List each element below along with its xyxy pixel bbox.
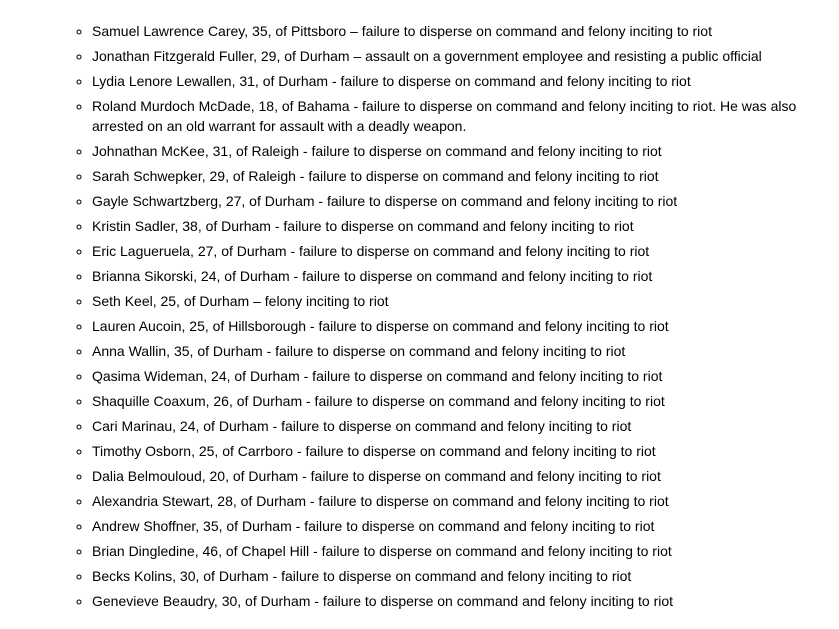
list-item: ◦ Shaquille Coaxum, 26, of Durham - failure to disperse on command and felony inciting to riot bbox=[92, 391, 820, 411]
list-item: ◦ Lauren Aucoin, 25, of Hillsborough - failure to disperse on command and felony inciting to riot bbox=[92, 316, 820, 336]
list-item: ◦ Alexandria Stewart, 28, of Durham - failure to disperse on command and felony inciting to riot bbox=[92, 491, 820, 511]
list-item: ◦ Seth Keel, 25, of Durham – felony inciting to riot bbox=[92, 291, 820, 311]
list-item: ◦ Jonathan Fitzgerald Fuller, 29, of Durham – assault on a government employee and resisting a public official bbox=[92, 46, 820, 66]
list-item: ◦ Johnathan McKee, 31, of Raleigh - failure to disperse on command and felony inciting to riot bbox=[92, 141, 820, 161]
list-item: ◦ Anna Wallin, 35, of Durham - failure to disperse on command and felony inciting to riot bbox=[92, 341, 820, 361]
list-item: ◦ Brianna Sikorski, 24, of Durham - failure to disperse on command and felony inciting to riot bbox=[92, 266, 820, 286]
list-item: ◦ Sarah Schwepker, 29, of Raleigh - failure to disperse on command and felony inciting to riot bbox=[92, 166, 820, 186]
list-item: ◦ Qasima Wideman, 24, of Durham - failure to disperse on command and felony inciting to riot bbox=[92, 366, 820, 386]
list-item: ◦ Roland Murdoch McDade, 18, of Bahama - failure to disperse on command and felony inciting to riot. He was also arrested on an old warrant for assault with a deadly weapon. bbox=[92, 96, 820, 136]
list-item: ◦ Becks Kolins, 30, of Durham - failure to disperse on command and felony inciting to riot bbox=[92, 566, 820, 586]
list-item: ◦ Kristin Sadler, 38, of Durham - failure to disperse on command and felony inciting to riot bbox=[92, 216, 820, 236]
list-item: ◦ Dalia Belmouloud, 20, of Durham - failure to disperse on command and felony inciting to riot bbox=[92, 466, 820, 486]
list-item: ◦ Brian Dingledine, 46, of Chapel Hill - failure to disperse on command and felony inciting to riot bbox=[92, 541, 820, 561]
list-item: ◦ Cari Marinau, 24, of Durham - failure to disperse on command and felony inciting to riot bbox=[92, 416, 820, 436]
list-item: ◦ Lydia Lenore Lewallen, 31, of Durham - failure to disperse on command and felony inciting to riot bbox=[92, 71, 820, 91]
list-item: ◦ Timothy Osborn, 25, of Carrboro - failure to disperse on command and felony inciting to riot bbox=[92, 441, 820, 461]
list-item: ◦ Eric Lagueruela, 27, of Durham - failure to disperse on command and felony inciting to riot bbox=[92, 241, 820, 261]
list-item: ◦ Gayle Schwartzberg, 27, of Durham - failure to disperse on command and felony inciting to riot bbox=[92, 191, 820, 211]
list-item: ◦ Samuel Lawrence Carey, 35, of Pittsboro – failure to disperse on command and felony inciting to riot bbox=[92, 21, 820, 41]
list-item: ◦ Andrew Shoffner, 35, of Durham - failure to disperse on command and felony inciting to riot bbox=[92, 516, 820, 536]
list-item: ◦ Genevieve Beaudry, 30, of Durham - failure to disperse on command and felony inciting to riot bbox=[92, 591, 820, 611]
